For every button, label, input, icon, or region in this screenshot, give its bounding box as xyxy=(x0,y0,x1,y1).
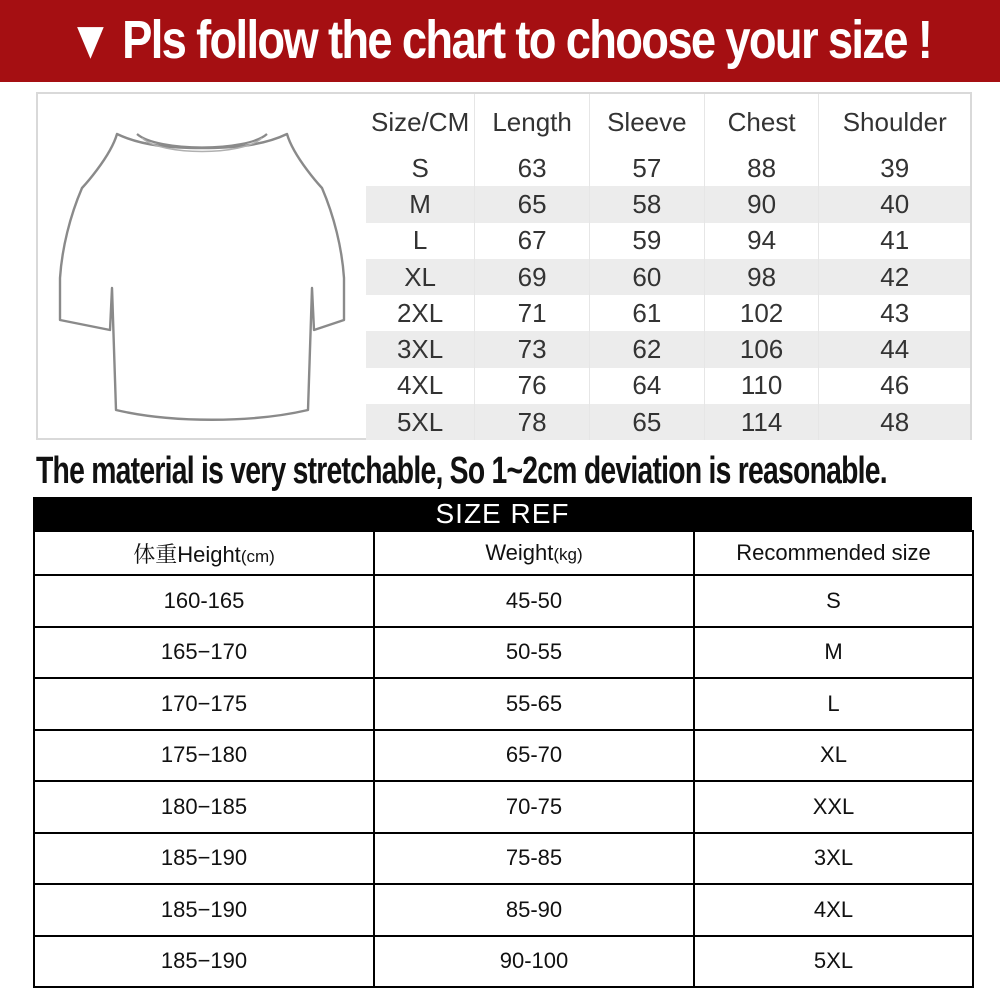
table-row xyxy=(34,781,973,833)
cell-shoulder: 39 xyxy=(880,152,910,183)
column-header-sleeve: Sleeve xyxy=(589,94,704,150)
column-header-weight xyxy=(374,531,694,575)
table-row xyxy=(366,404,970,440)
cell-size: 5XL xyxy=(366,404,475,440)
cell-chest: 88 xyxy=(704,150,819,186)
cell-height: 160-165 xyxy=(34,575,374,627)
column-header-shoulder: Shoulder xyxy=(842,106,947,137)
column-header-length: Length xyxy=(475,94,590,150)
weight-label: Weight xyxy=(485,540,554,565)
size-chart xyxy=(36,92,972,440)
cell-shoulder: 48 xyxy=(819,404,970,440)
cell-shoulder: 40 xyxy=(819,186,970,222)
table-row xyxy=(34,936,973,988)
cell-weight: 50-55 xyxy=(374,627,694,679)
cell-weight: 90-100 xyxy=(374,936,694,988)
table-row xyxy=(34,833,973,885)
cell-length: 63 xyxy=(475,150,590,186)
cell-sleeve: 65 xyxy=(589,404,704,440)
cell-length: 73 xyxy=(475,331,590,367)
cell-length: 69 xyxy=(475,259,590,295)
cell-recommended-size: 4XL xyxy=(694,884,973,936)
size-table-header-row xyxy=(366,94,970,150)
cell-sleeve: 61 xyxy=(589,295,704,331)
cell-weight: 75-85 xyxy=(374,833,694,885)
cell-chest: 94 xyxy=(704,223,819,259)
table-row xyxy=(34,884,973,936)
cell-weight: 70-75 xyxy=(374,781,694,833)
cell-height: 180−185 xyxy=(34,781,374,833)
cell-shoulder: 41 xyxy=(880,225,910,256)
cell-sleeve: 60 xyxy=(589,259,704,295)
cell-sleeve: 57 xyxy=(589,150,704,186)
cell-length: 65 xyxy=(475,186,590,222)
cell-shoulder: 43 xyxy=(880,297,910,328)
cell-recommended-size: L xyxy=(694,678,973,730)
cell-height: 165−170 xyxy=(34,627,374,679)
table-row xyxy=(366,295,970,331)
table-row xyxy=(34,575,973,627)
table-row xyxy=(366,368,970,404)
table-row xyxy=(366,331,970,367)
cell-chest: 110 xyxy=(704,368,819,404)
banner-title: ▼ Pls follow the chart to choose your size ! xyxy=(68,10,932,70)
table-row xyxy=(366,223,970,259)
tshirt-outline-icon xyxy=(42,98,364,436)
cell-length: 71 xyxy=(475,295,590,331)
table-row xyxy=(366,186,970,222)
table-row xyxy=(366,150,970,186)
cell-weight: 45-50 xyxy=(374,575,694,627)
cell-height: 185−190 xyxy=(34,884,374,936)
cell-chest: 102 xyxy=(704,295,819,331)
cell-size: M xyxy=(366,186,475,222)
cell-weight: 55-65 xyxy=(374,678,694,730)
cell-length: 76 xyxy=(475,368,590,404)
cell-size: 4XL xyxy=(366,368,475,404)
cell-length: 78 xyxy=(475,404,590,440)
cell-recommended-size: 3XL xyxy=(694,833,973,885)
cell-recommended-size: M xyxy=(694,627,973,679)
cell-shoulder: 42 xyxy=(819,259,970,295)
cell-sleeve: 59 xyxy=(589,223,704,259)
header-banner xyxy=(0,0,1000,82)
size-ref-title: SIZE REF xyxy=(33,497,972,530)
cell-chest: 114 xyxy=(704,404,819,440)
cell-shoulder: 46 xyxy=(880,370,910,401)
cell-size: L xyxy=(366,223,475,259)
cell-chest: 90 xyxy=(704,186,819,222)
cell-recommended-size: 5XL xyxy=(694,936,973,988)
cell-recommended-size: XXL xyxy=(694,781,973,833)
cell-chest: 98 xyxy=(704,259,819,295)
table-row xyxy=(34,730,973,782)
height-label: 体重Height xyxy=(133,541,241,567)
weight-unit: (kg) xyxy=(553,545,583,564)
size-ref-table xyxy=(33,530,974,988)
column-header-recommended: Recommended size xyxy=(694,531,973,575)
column-header-height xyxy=(34,531,374,575)
cell-weight: 85-90 xyxy=(374,884,694,936)
cell-recommended-size: XL xyxy=(694,730,973,782)
table-row xyxy=(34,678,973,730)
cell-size: 3XL xyxy=(366,331,475,367)
cell-recommended-size: S xyxy=(694,575,973,627)
cell-size: XL xyxy=(366,259,475,295)
size-measure-table xyxy=(366,94,970,440)
cell-size: 2XL xyxy=(366,295,475,331)
cell-sleeve: 62 xyxy=(589,331,704,367)
cell-chest: 106 xyxy=(704,331,819,367)
cell-sleeve: 58 xyxy=(589,186,704,222)
table-row xyxy=(34,627,973,679)
cell-height: 170−175 xyxy=(34,678,374,730)
size-ref-header-row xyxy=(34,531,973,575)
cell-height: 185−190 xyxy=(34,936,374,988)
column-header-chest: Chest xyxy=(704,94,819,150)
height-unit: (cm) xyxy=(240,546,275,566)
stretch-note: The material is very stretchable, So 1~2cm deviation is reasonable. xyxy=(36,450,887,492)
cell-weight: 65-70 xyxy=(374,730,694,782)
table-row xyxy=(366,259,970,295)
cell-height: 185−190 xyxy=(34,833,374,885)
cell-height: 175−180 xyxy=(34,730,374,782)
cell-length: 67 xyxy=(475,223,590,259)
column-header-size: Size/CM xyxy=(366,94,475,150)
cell-size: S xyxy=(366,150,475,186)
cell-shoulder: 44 xyxy=(819,331,970,367)
cell-sleeve: 64 xyxy=(589,368,704,404)
